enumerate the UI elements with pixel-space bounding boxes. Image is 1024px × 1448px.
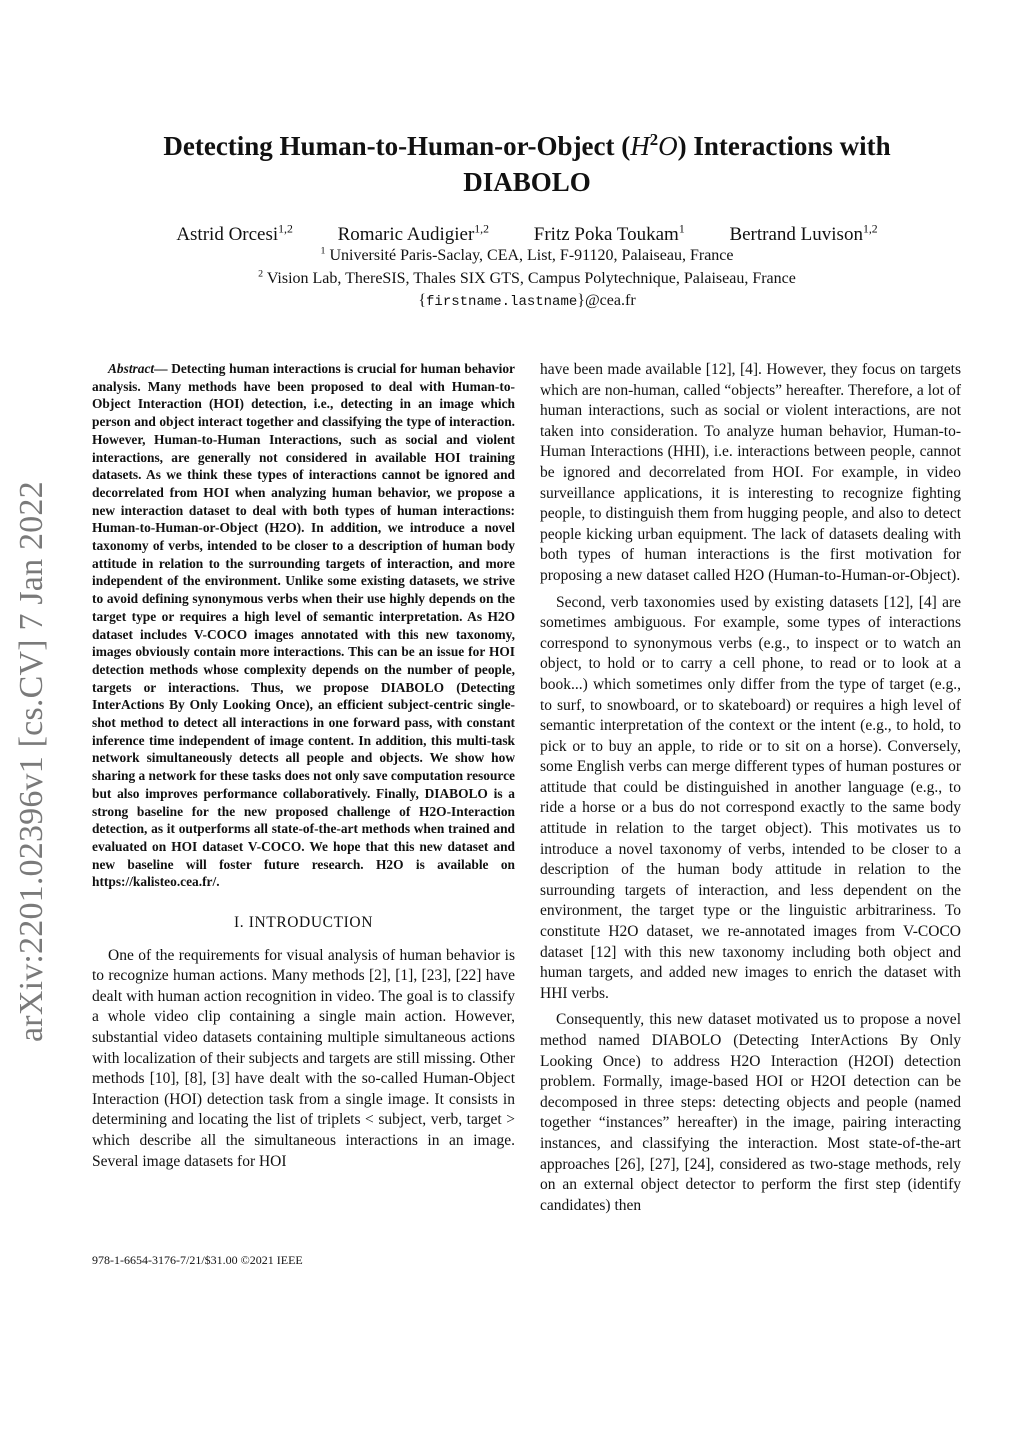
intro-paragraph-1: One of the requirements for visual analysis of human behavior is to recognize human actions. Many methods [2], [1], [23], [22] have dealt with human action recognition in video. The goal is to classify a whole video clip containing a single main action. However, substantial video datasets containing multiple simultaneous actions with localization of their subjects and targets are still missing. Other methods [10], [8], [3] have dealt with the so-called Human-Object Interaction (HOI) detection task from a single image. It consists in determining and locating the list of triplets < subject, verb, target > which describe all the simultaneous interactions in an image. Several image datasets for HOI <box>92 946 515 1170</box>
author-affil-sup: 1,2 <box>474 222 490 236</box>
title-line-2: DIABOLO <box>463 167 591 197</box>
intro-paragraph-2: Second, verb taxonomies used by existing datasets [12], [4] are sometimes ambiguous. For example, some types of interactions correspond to synonymous verbs (e.g., to inspect or to watch an object, to hold or to carry a cell phone, to read or to look at a book...) which sometimes only differ from the type of target (e.g., to surf, to snowboard, or to skateboard) or requires a high level of semantic interpretation of the context or the intent (e.g., to hold, to pick or to buy an apple, to ride or to sit on a horse). Conversely, some English verbs can merge different types of human postures or attitude that could be distinguished in another language (e.g., to ride a horse or a bus do not correspond exactly to the same body attitude in relation to the target object). This motivates us to introduce a novel taxonomy of verbs, intended to be closer to a description of the human body attitude in relation to the surrounding targets of interaction, and less dependent on the environment, the target type or the linguistic arbitrariness. To constitute H2O dataset, we re-annotated images from V-COCO dataset [12] with this new taxonomy including both object and human targets, and added new images to enrich the dataset with HHI verbs. <box>540 593 961 1002</box>
author-affil-sup: 1 <box>678 222 685 236</box>
author <box>176 224 293 245</box>
title-math-sup: 2 <box>649 130 659 149</box>
arxiv-side-stamp: arXiv:2201.02396v1 [cs.CV] 7 Jan 2022 <box>13 481 50 1042</box>
email-local-part: firstname.lastname <box>426 294 578 310</box>
contact-email <box>100 290 954 313</box>
author <box>534 224 685 245</box>
author-affil-sup: 1,2 <box>862 222 878 236</box>
title-math-o: O <box>658 131 678 161</box>
affiliation-2 <box>100 268 954 290</box>
author <box>338 224 489 245</box>
email-open-brace: { <box>418 292 427 309</box>
author-name: Romaric Audigier <box>337 224 475 245</box>
abstract <box>92 360 515 891</box>
intro-paragraph-3: Consequently, this new dataset motivated us to propose a novel method named DIABOLO (Detecting InterActions By Only Looking Once) to address H2O Interaction (H2OI) detection problem. Formally, image-based HOI or H2OI detection can be decomposed in three steps: detecting objects and people (named together “instances” hereafter) in the image, pairing interacting instances, and classifying the interaction. Most state-of-the-art approaches [26], [27], [24], considered as two-stage methods, rely on an external object detector to perform the first step (identify candidates) then <box>540 1011 961 1214</box>
affiliation-text: Vision Lab, ThereSIS, Thales SIX GTS, Campus Polytechnique, Palaiseau, France <box>266 270 796 287</box>
section-heading-introduction: I. INTRODUCTION <box>233 914 373 932</box>
author-name: Astrid Orcesi <box>176 224 279 245</box>
paper-title <box>100 128 954 200</box>
author-name: Bertrand Luvison <box>729 224 863 245</box>
author-name: Fritz Poka Toukam <box>533 224 679 245</box>
abstract-label: Abstract <box>108 361 155 376</box>
right-column <box>540 360 961 1222</box>
title-part-1: Detecting Human-to-Human-or-Object ( <box>163 131 631 161</box>
affiliation-text: Université Paris-Saclay, CEA, List, F-91120, Palaiseau, France <box>329 247 734 264</box>
affiliation-1 <box>100 245 954 267</box>
intro-paragraph-continued: have been made available [12], [4]. However, they focus on targets which are non-human, called “objects” hereafter. Therefore, a lot of human interactions, such as social or violent interactions, are not taken into consideration. To analyze human behavior, Human-to-Human Interactions (HHI), i.e. interactions between people, cannot be ignored and decorrelated from HOI. For example, in video surveillance applications, it is interesting to recognize fighting people, to distinguish them from hugging people, and also to detect people kicking urban equipment. The lack of datasets dealing with both types of human interactions is the first motivation for proposing a new dataset called H2O (Human-to-Human-or-Object). <box>540 361 961 584</box>
title-math-h: H <box>630 131 650 161</box>
left-column <box>92 360 515 1178</box>
author-affil-sup: 1,2 <box>278 222 293 236</box>
affiliation-number: 1 <box>320 245 326 257</box>
author <box>729 224 877 245</box>
affiliation-number: 2 <box>258 268 264 280</box>
abstract-text: — Detecting human interactions is crucial for human behavior analysis. Many methods have been proposed to deal with Human-to-Object Interaction (HOI) detection, i.e., detecting in an image which person and object interact together and classifying the type of interaction. However, Human-to-Human Interactions, such as social and violent interactions, are generally not considered in available HOI training datasets. As we think these types of interactions cannot be ignored and decorrelated from HOI when analyzing human behavior, we propose a new interaction dataset to deal with both types of human interactions: Human-to-Human-or-Object (H2O). In addition, we introduce a novel taxonomy of verbs, intended to be closer to a description of human body attitude in relation to the surrounding targets of interaction, and more independent of the environment. Unlike some existing datasets, we strive to avoid defining synonymous verbs when their use highly depends on the target type or requires a high level of semantic interpretation. As H2O dataset includes V-COCO images annotated with this new taxonomy, images obviously contain more interactions. This can be an issue for HOI detection methods whose complexity depends on the number of people, targets or interactions. Thus, we propose DIABOLO (Detecting InterActions By Only Looking Once), an efficient subject-centric single-shot method to detect all interactions in one forward pass, with constant inference time independent of image content. In addition, this multi-task network simultaneously detects all people and objects. We show how sharing a network for these tasks does not only save computation resource but also improves performance collaboratively. Finally, DIABOLO is a strong baseline for the new proposed challenge of H2O-Interaction detection, as it outperforms all state-of-the-art methods when trained and evaluated on HOI dataset V-COCO. We hope that this new dataset and new baseline will foster future research. H2O is available on https://kalisteo.cea.fr/. <box>92 361 515 890</box>
copyright-notice: 978-1-6654-3176-7/21/$31.00 ©2021 IEEE <box>92 1253 303 1267</box>
title-part-2: ) Interactions with <box>677 131 891 161</box>
email-domain: }@cea.fr <box>577 292 636 309</box>
